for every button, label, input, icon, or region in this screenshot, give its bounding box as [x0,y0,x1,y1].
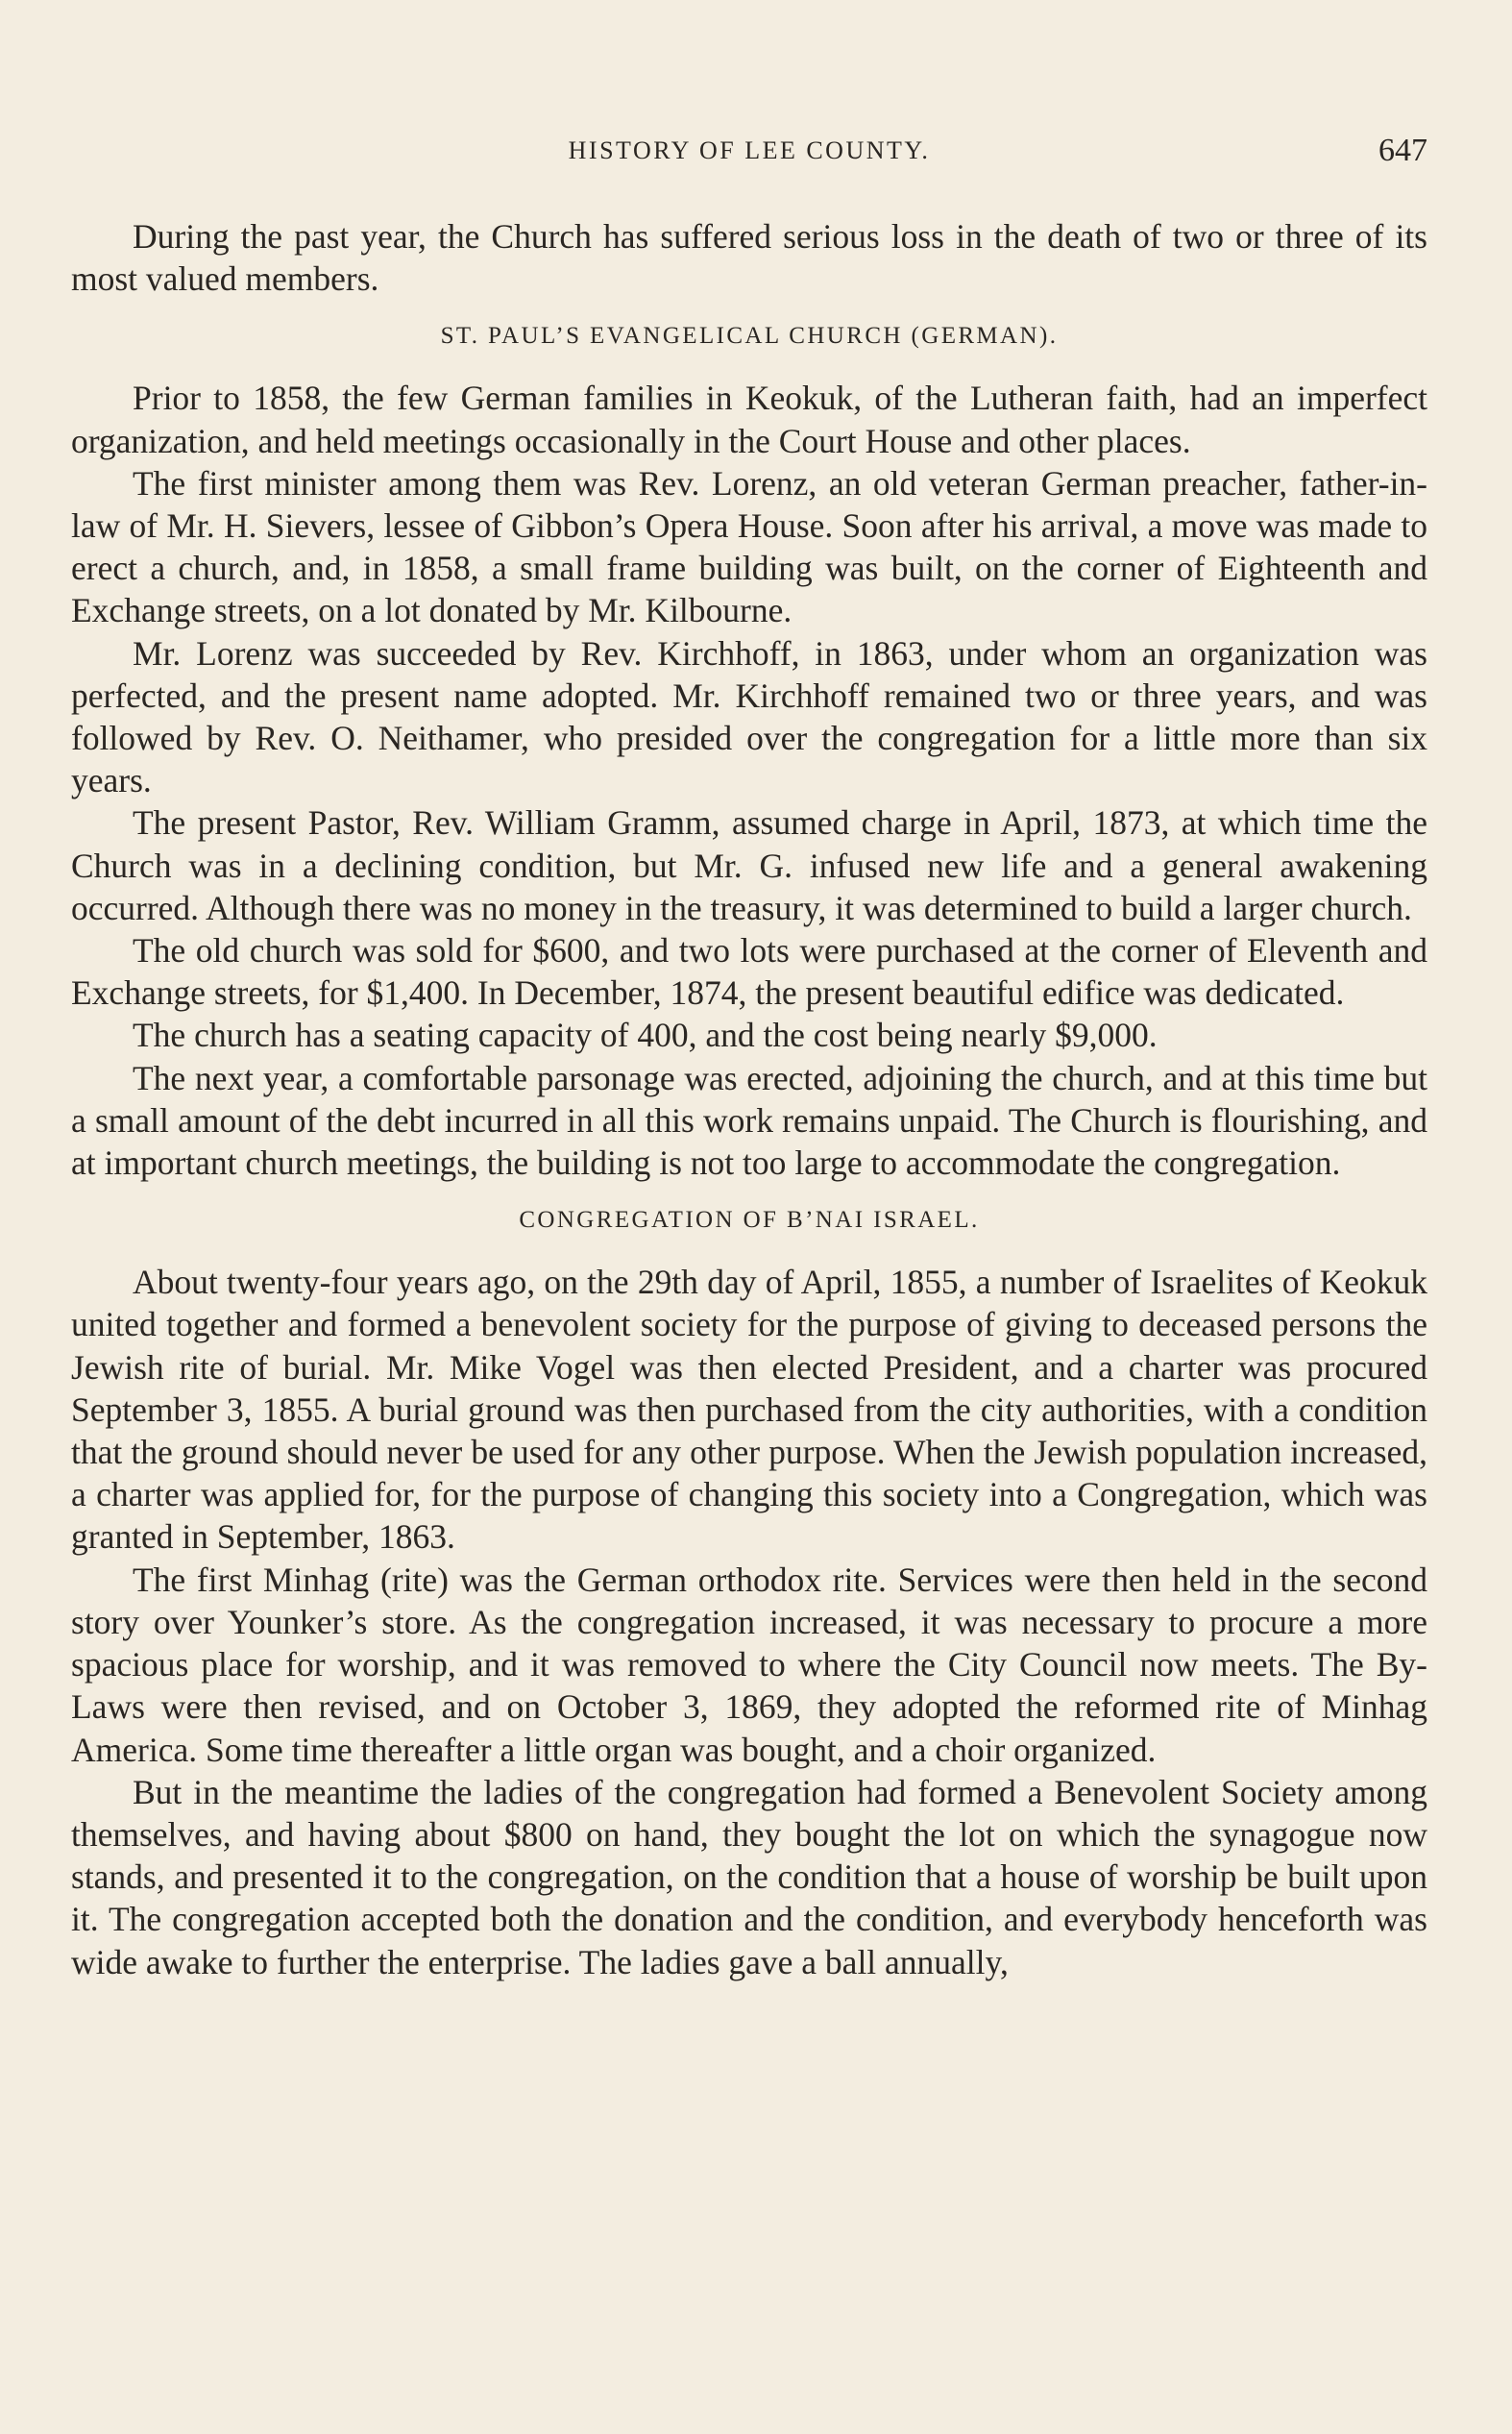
paragraph-first-minister: The first minister among them was Rev. Lorenz, an old veteran German preacher, father-in-law of Mr. H. Sievers, lessee of Gibbon’s Opera House. Soon after his arrival, a move was made to erect a church, and, in 1858, a small frame building was built, on the corner of Eighteenth and Exchange streets, on a lot donated by Mr. Kilbourne. [71,463,1427,630]
paragraph-present-pastor: The present Pastor, Rev. William Gramm, assumed charge in April, 1873, at which time the Church was in a declining condition, but Mr. G. infused new life and a general awakening occurred. Although there was no money in the treasury, it was determined to build a larger church. [71,803,1427,927]
paragraph-church-loss: During the past year, the Church has suffered serious loss in the death of two or three of its most valued members. [71,217,1427,299]
paragraph-twenty-four-years: About twenty-four years ago, on the 29th day of April, 1855, a number of Israelites of Keokuk united together and formed a benevolent society for the purpose of giving to deceased persons the Jewish rite of burial. Mr. Mike Vogel was then elected President, and a charter was procured September 3, 1855. A burial ground was then purchased from the city authorities, with a condition that the ground should never be used for any other purpose. When the Jewish population increased, a charter was applied for, for the purpose of changing this society into a Congregation, which was granted in September, 1863. [71,1263,1427,1557]
paragraph-ladies-society: But in the meantime the ladies of the congregation had formed a Benevolent Society among themselves, and having about $800 on hand, they bought the lot on which the synagogue now stands, and presented it to the congregation, on the condition that a house of worship be built upon it. The congregation accepted both the donation and the condition, and everybody henceforth was wide awake to further the enterprise. The ladies gave a ball annually, [71,1772,1427,1981]
paragraph-prior-1858: Prior to 1858, the few German families in Keokuk, of the Lutheran faith, had an imperfect organization, and held meetings occasionally in the Court House and other places. [71,379,1427,460]
paragraph-old-church-sold: The old church was sold for $600, and two lots were purchased at the corner of Eleventh and Exchange streets, for $1,400. In December, 1874, the present beautiful edifice was dedicated. [71,931,1427,1013]
running-head [71,133,1427,171]
paragraph-seating-capacity: The church has a seating capacity of 400, and the cost being nearly $9,000. [133,1016,1158,1055]
paragraph-parsonage: The next year, a comfortable parsonage was erected, adjoining the church, and at this time but a small amount of the debt incurred in all this work remains unpaid. The Church is flourishing, and at important church meetings, the building is not too large to accommodate the congregation. [71,1058,1427,1183]
paragraph-first-minhag: The first Minhag (rite) was the German orthodox rite. Services were then held in the second story over Younker’s store. As the congregation increased, it was necessary to procure a more spacious place for worship, and it was removed to where the City Council now meets. The By-Laws were then revised, and on October 3, 1869, they adopted the reformed rite of Minhag America. Some time thereafter a little organ was bought, and a choir organized. [71,1560,1427,1769]
section-heading-bnai-israel: CONGREGATION OF B’NAI ISRAEL. [519,1207,980,1234]
paragraph-kirchhoff: Mr. Lorenz was succeeded by Rev. Kirchhoff, in 1863, under whom an organization was perfected, and the present name adopted. Mr. Kirchhoff remained two or three years, and was followed by Rev. O. Neithamer, who presided over the congregation for a little more than six years. [71,633,1427,800]
running-title: HISTORY OF LEE COUNTY. [568,136,931,164]
page-number: 647 [1378,133,1427,168]
section-heading-st-pauls: ST. PAUL’S EVANGELICAL CHURCH (GERMAN). [440,323,1059,350]
body-text [71,215,1427,1983]
